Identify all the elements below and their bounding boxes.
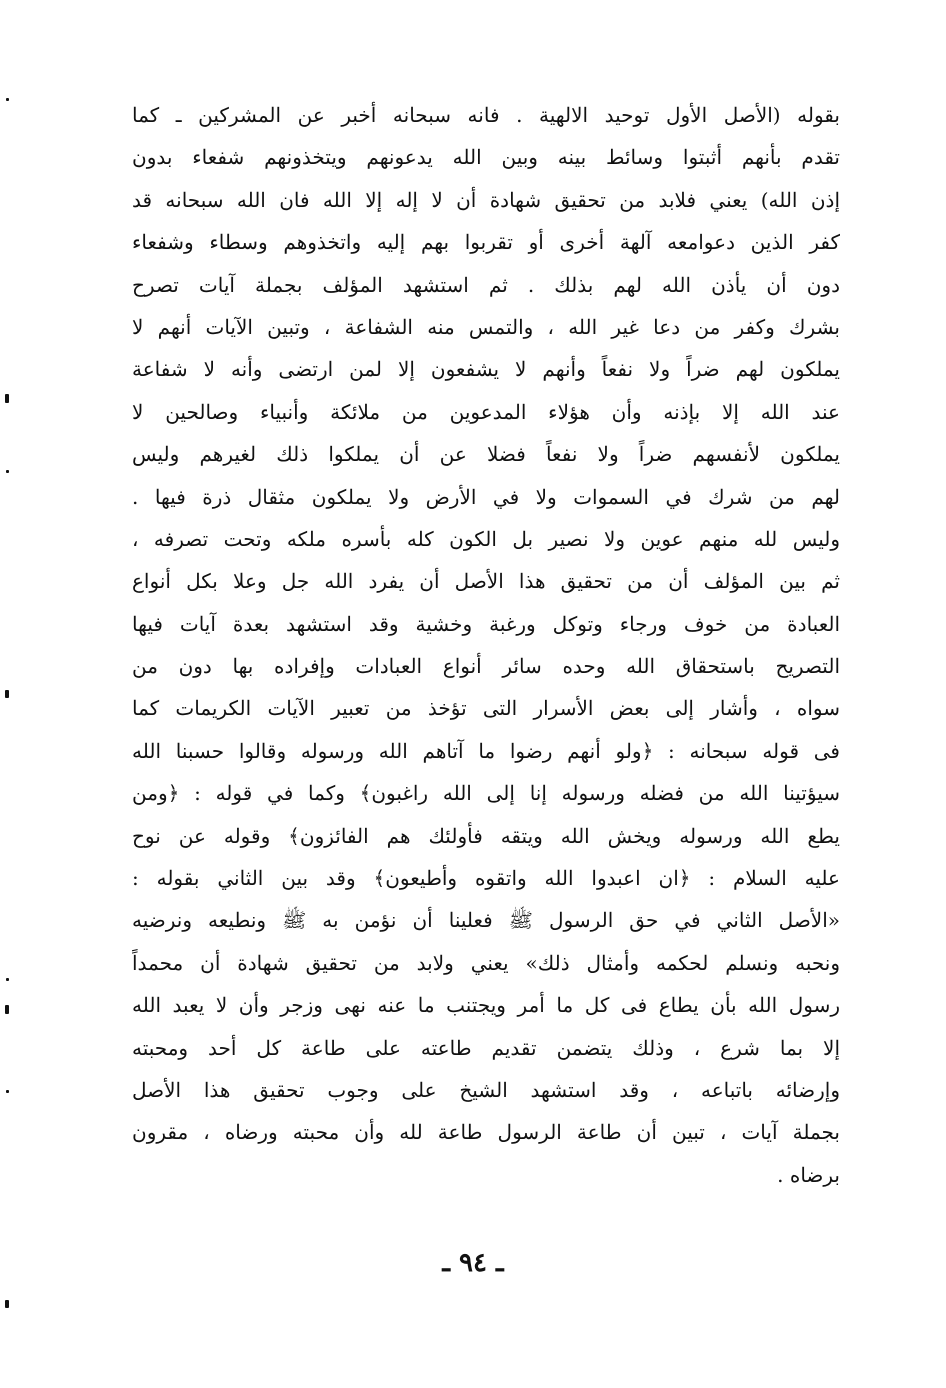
text-line-12: ثم بين المؤلف أن من تحقيق هذا الأصل أن يفرد الله جل وعلا بكل أنواع [132,569,840,594]
text-line-14: التصريح باستحقاق الله وحده سائر أنواع العبادات وإفراده بها دون من [132,654,840,679]
scan-speck [5,394,9,403]
text-line-7: يملكون لهم ضراً ولا نفعاً وأنهم لا يشفعون إلا لمن ارتضى وأنه لا شفاعة [132,357,840,382]
text-line-21: ونحبه ونسلم لحكمه وأمثال ذلك» يعني ولابد من تحقيق شهادة أن محمداً [132,950,840,975]
scan-speck [5,1005,9,1014]
scan-speck [5,1300,9,1308]
text-line-1: بقوله (الأصل الأول توحيد الالهية . فانه سبحانه أخبر عن المشركين ـ كما [132,103,840,127]
text-line-3: إذن الله) يعني فلابد من تحقيق شهادة أن لا إله إلا الله فان الله سبحانه قد [132,187,840,212]
text-line-13: العبادة من خوف ورجاء وتوكل ورغبة وخشية وقد استشهد بعدة آيات فيها [132,611,840,636]
text-line-2: تقدم بأنهم أثبتوا وسائط بينه وبين الله يدعونهم ويتخذونهم شفعاء بدون [132,145,840,170]
scan-speck [5,690,9,698]
text-line-9: يملكون لأنفسهم ضراً ولا نفعاً فضلا عن أن يملكوا ذلك لغيرهم وليس [132,442,840,467]
text-line-10: لهم من شرك في السموات ولا في الأرض ولا يملكون مثقال ذرة فيها . [132,484,840,509]
scan-speck [6,470,9,473]
text-line-8: عند الله إلا بإذنه وأن هؤلاء المدعوين من ملائكة وأنبياء وصالحين لا [132,399,840,424]
scan-speck [6,978,9,981]
scan-speck [6,98,9,101]
text-line-23: إلا بما شرع ، وذلك يتضمن تقديم طاعته على طاعة كل أحد ومحبته [132,1035,840,1060]
scan-speck [6,1090,9,1093]
text-line-17: سيؤتينا الله من فضله ورسوله إنا إلى الله راغبون﴾ وكما في قوله : ﴿ومن [132,781,840,806]
page-number: ـ ٩٤ ـ [442,1248,504,1278]
text-line-25: بجملة آيات ، تبين أن طاعة الرسول طاعة لله وأن محبته ورضاه ، مقرون [132,1120,840,1145]
text-line-4: كفر الذين دعوامعه آلهة أخرى أو تقربوا بهم إليه واتخذوهم وسطاء وشفعاء [132,230,840,255]
body-text [132,94,840,1196]
text-line-24: وإرضائه باتباعه ، وقد استشهد الشيخ على وجوب تحقيق هذا الأصل [132,1077,840,1102]
text-line-26: برضاه . [777,1162,840,1187]
text-line-19: عليه السلام : ﴿ان اعبدوا الله واتقوه وأطيعون﴾ وقد بين الثاني بقوله : [132,866,840,891]
text-line-20: «الأصل الثاني في حق الرسول ﷺ فعلينا أن نؤمن به ﷺ ونطيعه ونرضيه [132,908,840,933]
text-line-5: دون أن يأذن الله لهم بذلك . ثم استشهد المؤلف بجملة آيات تصرح [132,272,840,297]
text-line-11: وليس لله منهم عوين ولا نصير بل الكون كله بأسره ملكه وتحت تصرفه ، [132,526,840,551]
text-line-15: سواه ، وأشار إلى بعض الأسرار التى تؤخذ من تعبير الآيات الكريمات كما [132,696,840,721]
text-line-16: فى قوله سبحانه : ﴿ولو أنهم رضوا ما آتاهم الله ورسوله وقالوا حسبنا الله [132,738,840,763]
text-line-6: بشرك وكفر من دعا غير الله ، والتمس منه الشفاعة ، وتبين الآيات أنهم لا [132,314,840,339]
text-line-18: يطع الله ورسوله ويخش الله ويتقه فأولئك هم الفائزون﴾ وقوله عن نوح [132,823,840,848]
text-line-22: رسول الله بأن يطاع فى كل ما أمر ويجتنب ما عنه نهى وزجر وأن لا يعبد الله [132,993,840,1018]
